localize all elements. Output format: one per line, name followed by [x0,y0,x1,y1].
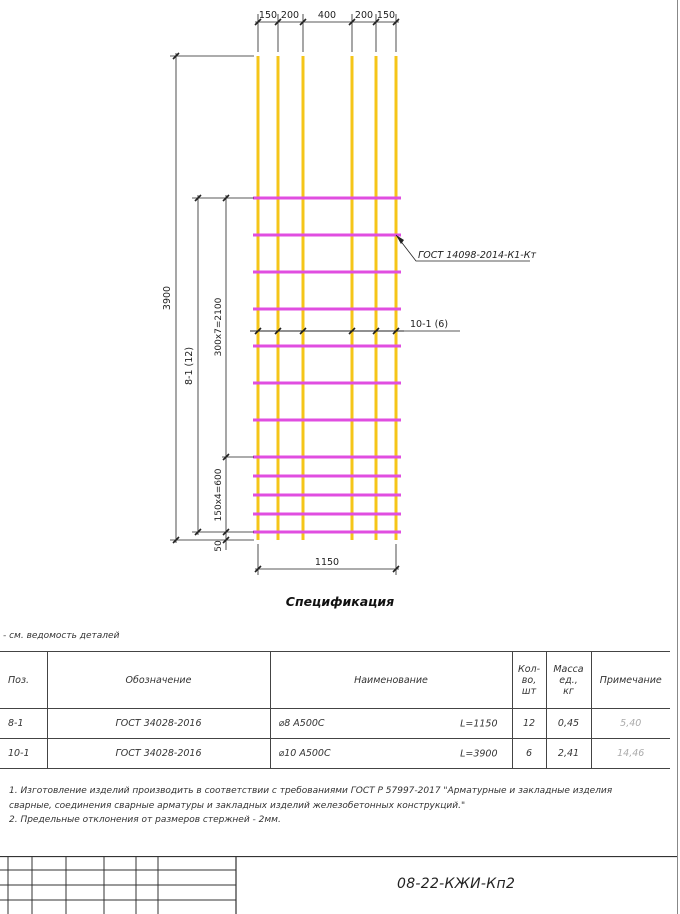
title-block [0,856,680,914]
cell-qty: 6 [512,739,546,769]
cell-length: L=3900 [460,748,498,759]
dim-label: 150 [258,10,278,21]
col-header-qty: Кол-во, шт [512,652,546,709]
dim-label: 200 [354,10,374,21]
spec-note: - см. ведомость деталей [3,631,120,641]
cell-note: 5,40 [591,709,670,739]
bar-group-label: 8-1 (12) [184,346,195,386]
horizontal-bars [253,198,401,532]
note-item: 1. Изготовление изделий производить в соответствии с требованиями ГОСТ Р 57997-2017 "Арматурные и закладные изделия сварные, соединения сварные арматуры и закладных изделий железобетонных конструкций." [9,786,613,811]
cell-note: 14,46 [591,739,670,769]
cell-pos: 10-1 [0,739,47,769]
col-header-mass: Масса ед., кг [546,652,591,709]
dim-label: 150 [376,10,396,21]
dimension-lines [170,14,530,575]
col-header-pos: Поз. [0,652,47,709]
total-height-label: 3900 [162,285,173,311]
vertical-bar-callout: 10-1 (6) [410,319,449,330]
cell-name: ⌀10 А500С L=3900 [270,739,512,769]
cell-designation: ГОСТ 34028-2016 [47,739,270,769]
vertical-bars [258,56,396,540]
table-header-row [0,652,670,709]
dim-label: 400 [317,10,337,21]
cell-mass: 2,41 [546,739,591,769]
cell-pos: 8-1 [0,709,47,739]
lower-spacing-label: 150x4=600 [214,468,224,522]
col-header-note: Примечание [591,652,670,709]
cell-mass: 0,45 [546,709,591,739]
col-header-designation: Обозначение [47,652,270,709]
general-notes [9,784,649,828]
cell-designation: ГОСТ 34028-2016 [47,709,270,739]
col-header-name: Наименование [270,652,512,709]
cell-length: L=1150 [460,718,498,729]
bottom-offset-label: 50 [214,540,224,552]
dim-label: 200 [280,10,300,21]
cell-name: ⌀8 А500С L=1150 [270,709,512,739]
note-item: 2. Предельные отклонения от размеров стержней - 2мм. [9,815,281,825]
total-width-label: 1150 [314,557,340,568]
spec-table [0,651,670,769]
drawing-code: 08-22-КЖИ-Кп2 [397,876,516,892]
table-row [0,739,670,769]
mesh-callout: ГОСТ 14098-2014-К1-Кт [418,250,536,261]
spec-title: Спецификация [285,594,395,609]
top-dimension-labels [259,10,395,21]
sheet-border [677,0,678,914]
upper-spacing-label: 300x7=2100 [214,297,224,357]
table-row [0,709,670,739]
cell-qty: 12 [512,709,546,739]
